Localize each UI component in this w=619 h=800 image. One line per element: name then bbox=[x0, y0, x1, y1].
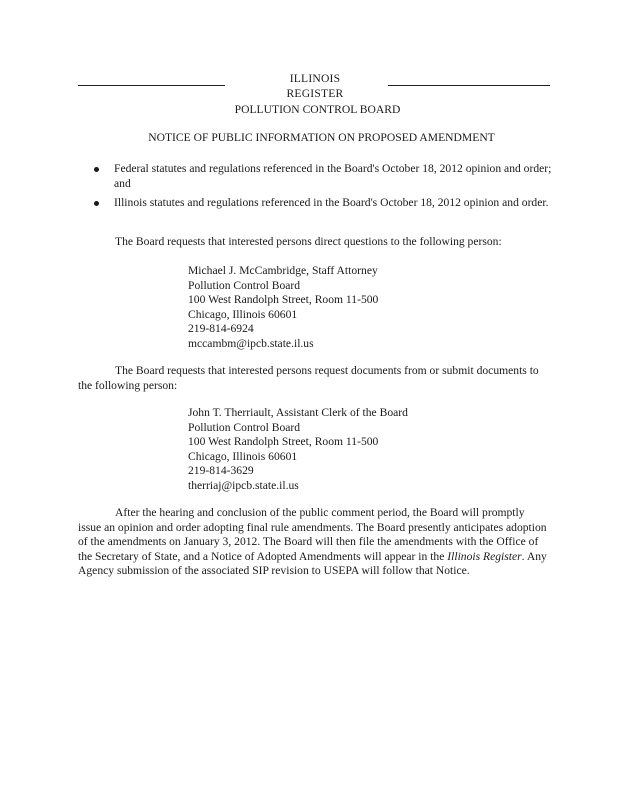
illinois-register-italic: Illinois Register bbox=[447, 549, 522, 563]
header-rule-left bbox=[78, 85, 225, 86]
contact-organization: Pollution Control Board bbox=[188, 420, 301, 434]
bullet-icon bbox=[94, 167, 99, 172]
bullet-text: Federal statutes and regulations referenced in the Board's October 18, 2012 opinion and order; and bbox=[114, 162, 552, 190]
contact-city: Chicago, Illinois 60601 bbox=[188, 307, 298, 321]
bullet-text: Illinois statutes and regulations referenced in the Board's October 18, 2012 opinion and order. bbox=[114, 196, 549, 210]
questions-paragraph: The Board requests that interested persons direct questions to the following person: bbox=[115, 235, 502, 248]
board-title: POLLUTION CONTROL BOARD bbox=[234, 103, 401, 116]
contact-phone: 219-814-3629 bbox=[188, 464, 254, 478]
register-title: ILLINOIS REGISTER bbox=[286, 72, 344, 100]
notice-title: NOTICE OF PUBLIC INFORMATION ON PROPOSED AMENDMENT bbox=[148, 131, 495, 144]
header-rule-right bbox=[388, 85, 550, 86]
contact-email[interactable]: mccambm@ipcb.state.il.us bbox=[188, 336, 314, 350]
closing-text-part: After the hearing and conclusion of the public comment period, the Board will promptly issue an opinion and order adopting final rule amendments. The Board presently anticipates adoption of the amendments on January 3, 2012. The Board will then file the amendments with the Office of the Secretary of State, and a Notice of Adopted Amendments will appear in the bbox=[78, 506, 547, 563]
list-item bbox=[92, 162, 552, 191]
list-item bbox=[92, 196, 552, 211]
closing-text-part: . Any Agency submission of the associated SIP revision to USEPA will follow that Notice. bbox=[78, 549, 547, 578]
contact-name: John T. Therriault, Assistant Clerk of the Board bbox=[188, 406, 408, 419]
documents-paragraph: The Board requests that interested persons request documents from or submit documents to the following person: bbox=[78, 364, 539, 392]
contact-organization: Pollution Control Board bbox=[188, 278, 301, 292]
closing-paragraph bbox=[78, 506, 548, 579]
contact-street: 100 West Randolph Street, Room 11-500 bbox=[188, 293, 379, 307]
contact-phone: 219-814-6924 bbox=[188, 322, 254, 336]
referenced-statutes-list bbox=[92, 162, 552, 216]
documents-contact-block bbox=[188, 406, 488, 494]
questions-contact-block bbox=[188, 264, 488, 352]
contact-street: 100 West Randolph Street, Room 11-500 bbox=[188, 435, 379, 449]
contact-city: Chicago, Illinois 60601 bbox=[188, 449, 298, 463]
register-header bbox=[78, 72, 550, 100]
bullet-icon bbox=[94, 201, 99, 206]
contact-name: Michael J. McCambridge, Staff Attorney bbox=[188, 264, 378, 277]
contact-email[interactable]: therriaj@ipcb.state.il.us bbox=[188, 478, 299, 492]
